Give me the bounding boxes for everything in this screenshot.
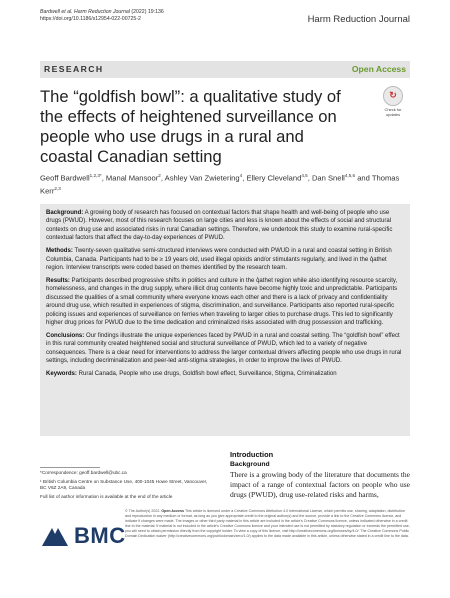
author-affiliation: 4,5,6 <box>344 173 356 178</box>
affiliation-note: ¹ British Columbia Centre on Substance Use, 400-1045 Howe Street, Vancouver, BC V6Z 2A9, Canada <box>40 478 208 491</box>
author-affiliation: 4 <box>239 173 243 178</box>
check-updates-line1: Check for <box>384 107 402 112</box>
section-heading: Introduction <box>230 450 274 459</box>
journal-name: Harm Reduction Journal <box>307 14 410 25</box>
author-name: Ellery Cleveland <box>246 173 302 183</box>
author-info-note: Full list of author information is available at the end of the article <box>40 494 173 500</box>
check-updates-icon: ↻ <box>383 86 403 106</box>
abstract-keywords-label: Keywords: <box>46 371 77 378</box>
author-affiliation: 4,5 <box>301 173 308 178</box>
article-title: The “goldfish bowl”: a qualitative study of the effects of heightened surveillance on people who use drugs in a rural and coastal Canadian setting <box>40 87 341 166</box>
abstract-results-text: Participants described progressive shifts in politics and culture in the q̓athet region while also identifying resource scarcity, homelessness, and changes in the drug supply, where illicit drug contents have become highly toxic and unpredictable. Participants discussed the qualities of a small community where everyone knows each other and there is a lack of privacy and confidentiality around drug use, which resulted in experiences of stigma, discrimination, and surveillance. Participants also reported rural-specific policing issues and experiences of surveillance on ferries when traveling to larger cities to purchase drugs. This led to significantly higher drug prices for PWUD due to the time dedication and criminalized risks associated with drug possession and trafficking. <box>46 278 398 327</box>
abstract-box <box>40 204 410 436</box>
abstract-background-text: A growing body of research has focused on contextual factors that shape health and well-being of people who use drugs (PWUD). However, most of this research focuses on large cities and less is known about the effects of social and structural contexts on drug use and associated risks in rural Canadian settings. Therefore, we undertook this study to examine rural-specific contextual factors that affect the day-to-day experiences of PWUD. <box>46 210 393 242</box>
correspondence-email[interactable]: *Correspondence: geoff.bardwell@ubc.ca <box>40 470 127 475</box>
abstract-background <box>46 209 402 243</box>
intro-body-text: There is a growing body of the literature that documents the impact of a range of contextual factors on people who use drugs (PWUD), drug use-related risks and harms, <box>230 470 410 499</box>
author-separator: , <box>101 173 106 183</box>
author-affiliation: 1,2,3* <box>89 173 102 178</box>
author-affiliation: 2,3 <box>54 186 61 192</box>
author-name: Dan Snell <box>311 173 345 183</box>
abstract-keywords <box>46 370 402 378</box>
bmc-logo-icon <box>40 520 70 550</box>
license-open-access-label: Open Access <box>161 509 184 513</box>
doi-link[interactable]: https://doi.org/10.1186/s12954-022-00725-2 <box>40 16 141 22</box>
subsection-heading: Background <box>230 461 270 468</box>
abstract-conclusions <box>46 332 402 366</box>
abstract-methods-label: Methods: <box>46 248 73 255</box>
author-name: Thomas Kerr <box>40 173 400 196</box>
citation-line <box>40 9 164 16</box>
abstract-background-label: Background: <box>46 210 84 216</box>
article-type-label: RESEARCH <box>44 64 104 74</box>
license-copyright: © The Author(s) 2022. <box>125 509 161 513</box>
abstract-conclusions-text: Our findings illustrate the unique experiences faced by PWUD in a rural and coastal setting. The “goldfish bowl” effect in this rural community created heightened social and structural surveillance of PWUD, which led to a variety of negative consequences. There is a clear need for interventions to address the larger contextual drivers affecting people who use drugs in rural settings, including decriminalization and peer-led anti-stigma strategies, in order to improve the lives of PWUD. <box>46 333 402 365</box>
footnote-divider <box>40 467 100 468</box>
abstract-keywords-text: Rural Canada, People who use drugs, Goldfish bowl effect, Surveillance, Stigma, Criminalization <box>78 371 337 378</box>
introduction-section <box>230 450 410 500</box>
footnotes <box>40 467 210 503</box>
bmc-logo-text: BMC <box>74 523 126 548</box>
abstract-methods <box>46 247 402 272</box>
author-name: Geoff Bardwell <box>40 173 90 183</box>
author-separator: , <box>160 173 165 183</box>
citation-year-page: (2022) 19:136 <box>131 9 164 15</box>
citation-authors: Bardwell et al. Harm Reduction Journal <box>40 9 130 15</box>
running-header <box>40 9 164 23</box>
license-text <box>125 509 410 540</box>
author-separator: , <box>242 173 247 183</box>
open-access-label: Open Access <box>351 64 406 74</box>
check-for-updates-badge[interactable] <box>378 86 408 117</box>
author-affiliation: 2 <box>158 173 161 178</box>
abstract-results <box>46 277 402 327</box>
author-name: Manal Mansoor <box>105 173 159 183</box>
check-updates-line2: updates <box>385 112 401 117</box>
abstract-conclusions-label: Conclusions: <box>46 333 85 340</box>
author-separator: and <box>355 173 372 183</box>
article-type-banner <box>40 61 410 78</box>
abstract-methods-text: Twenty-seven qualitative semi-structured interviews were conducted with PWUD in a rural and coastal setting in British Columbia, Canada. Participants had to be ≥ 19 years old, used illegal opioids and/or stimulants regularly, and lived in the q̓athet region. Interview transcripts were coded based on themes identified by the research team. <box>46 248 392 272</box>
author-separator: , <box>307 173 312 183</box>
author-name: Ashley Van Zwietering <box>164 173 240 183</box>
author-list <box>40 171 400 197</box>
license-body: This article is licensed under a Creative Commons Attribution 4.0 International License, which permits use, sharing, adaptation, distribution and reproduction in any medium or format, as long as you give appropriate credit to the original author(s) and the source, provide a link to the Creative Commons licence, and indicate if changes were made. The images or other third party material in this article are included in the article's Creative Commons licence, unless indicated otherwise in a credit line to the material. If material is not included in the article's Creative Commons licence and your intended use is not permitted by statutory regulation or exceeds the permitted use, you will need to obtain permission directly from the copyright holder. To view a copy of this licence, visit http://creativecommons.org/licenses/by/4.0/. The Creative Commons Public Domain Dedication waiver (http://creativecommons.org/publicdomain/zero/1.0/) applies to the data made available in this article, unless otherwise stated in a credit line to the data. <box>125 509 410 539</box>
abstract-results-label: Results: <box>46 278 70 285</box>
